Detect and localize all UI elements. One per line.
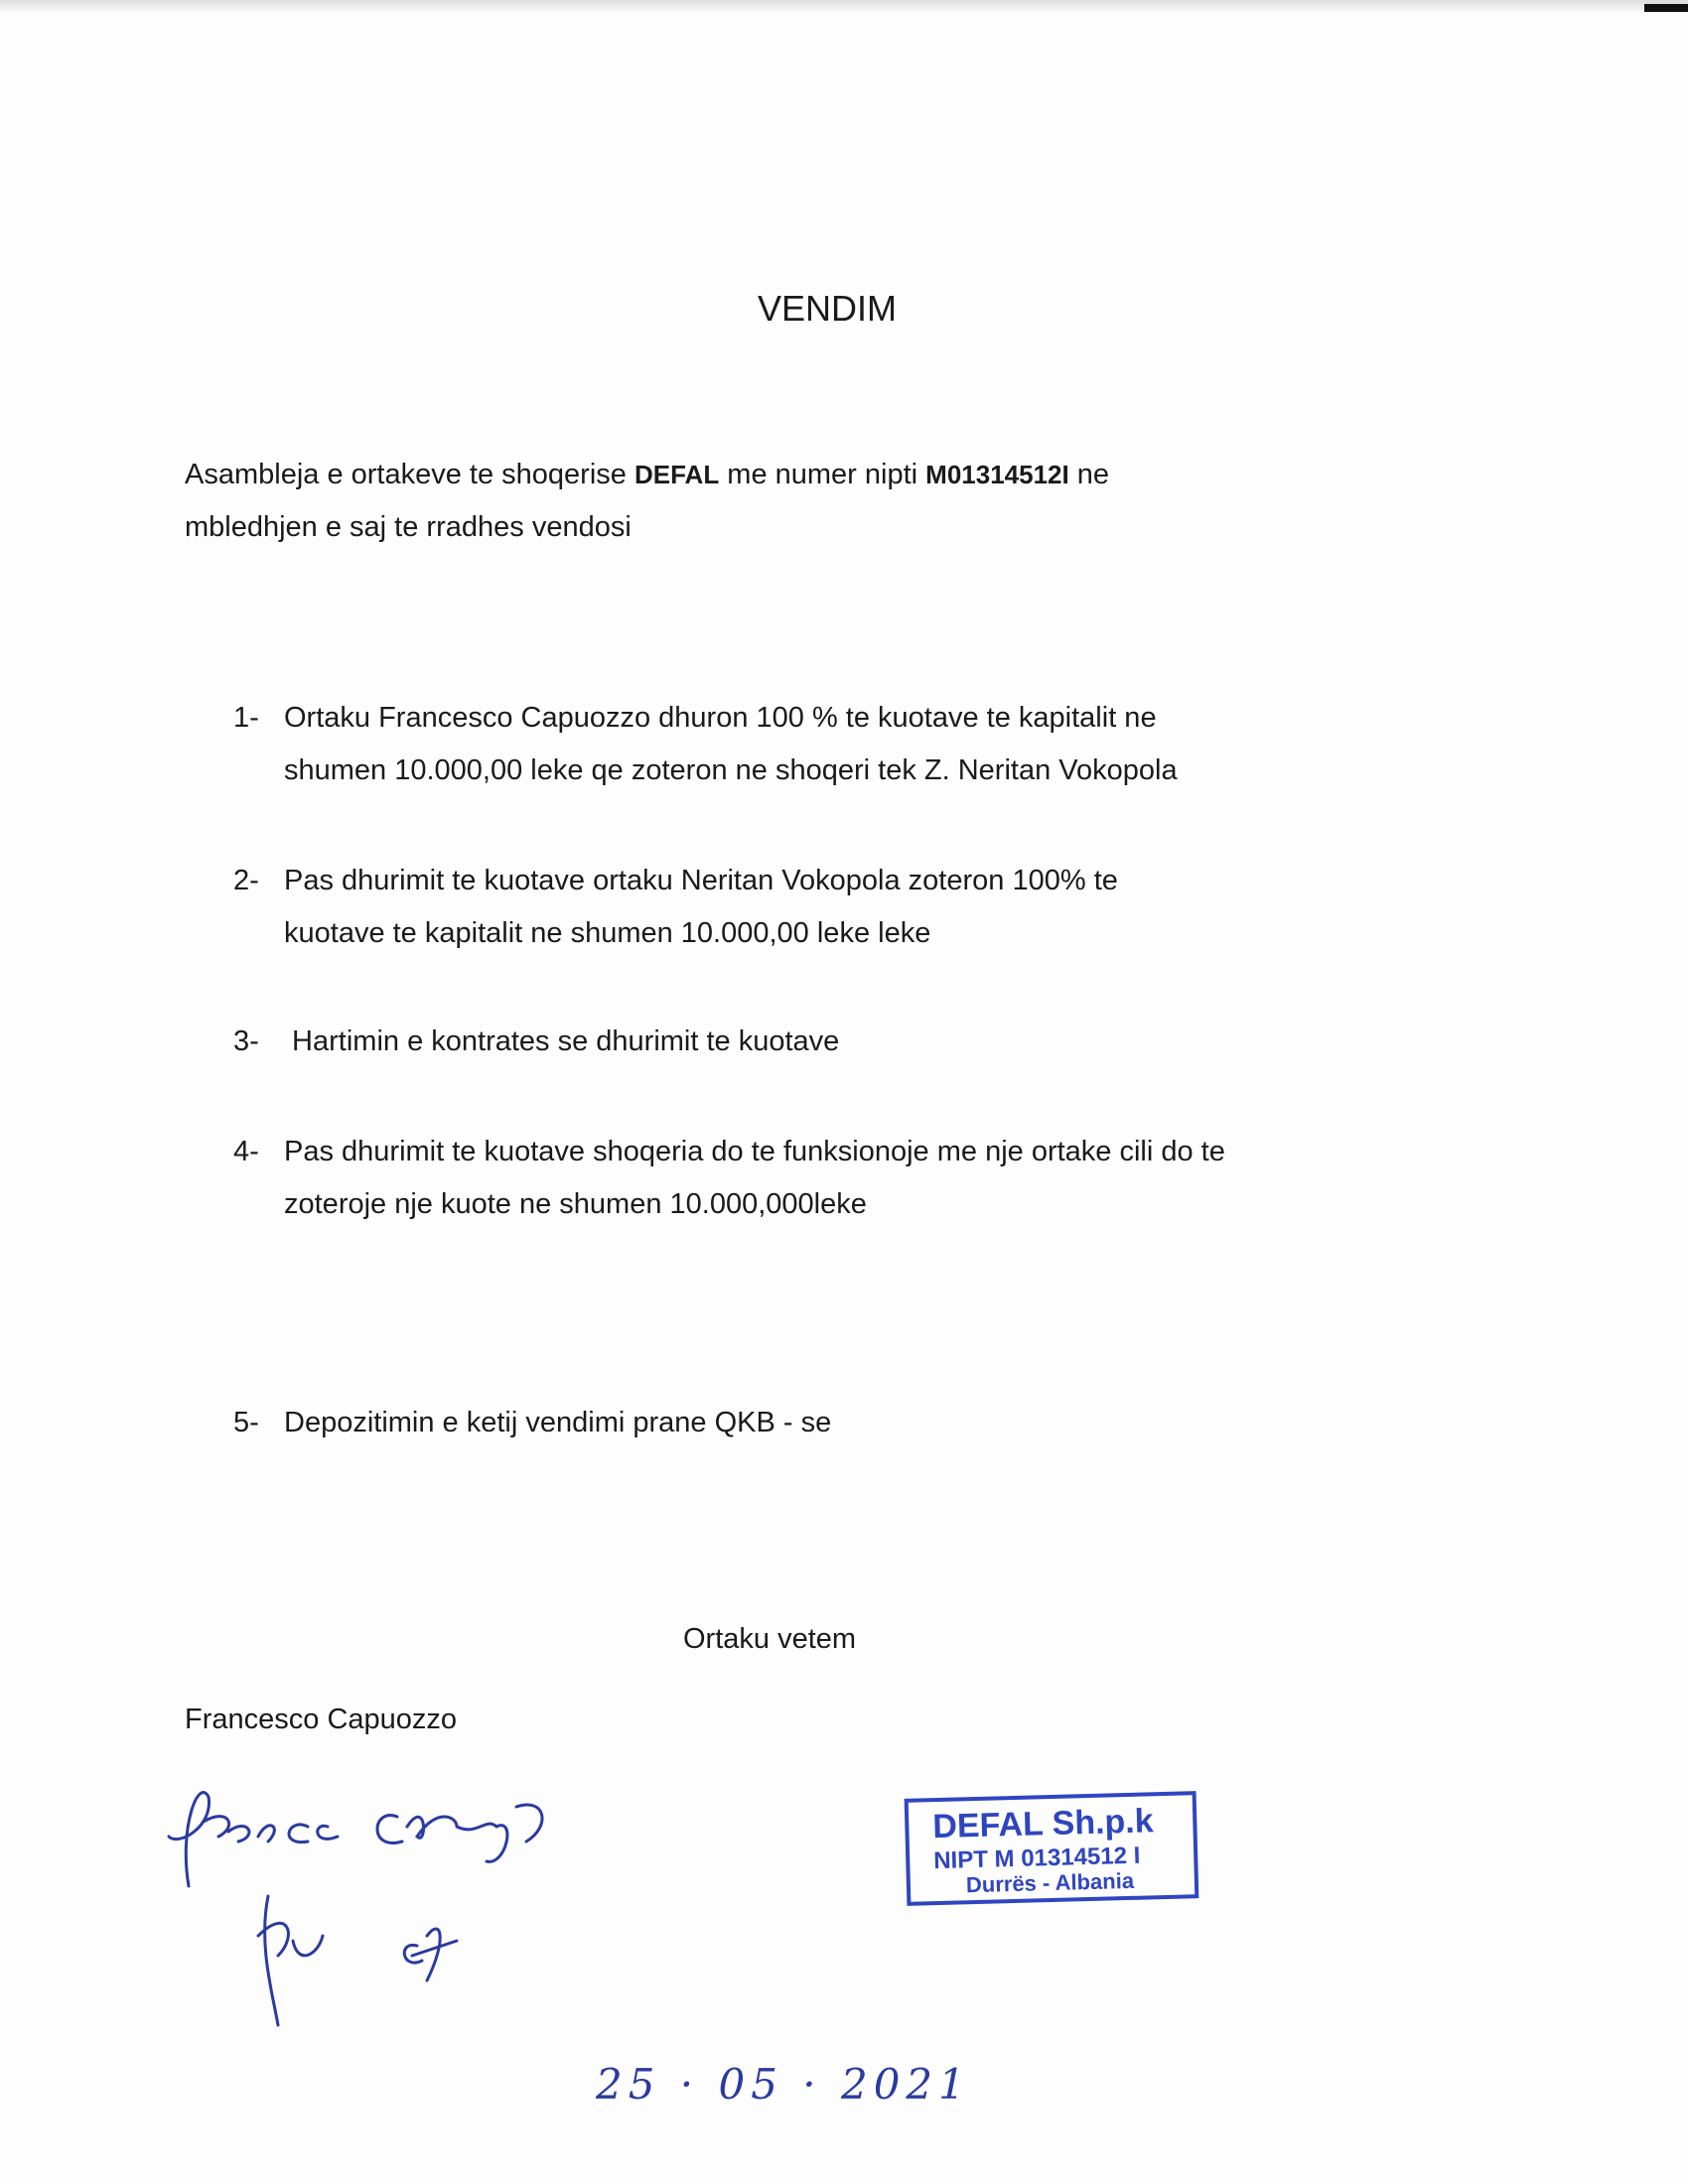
company-stamp [905, 1791, 1199, 1906]
item-number: 3- [233, 1025, 259, 1057]
item-line: Depozitimin e ketij vendimi prane QKB - se [284, 1407, 832, 1438]
item-line: Ortaku Francesco Capuozzo dhuron 100 % te kuotave te kapitalit ne [284, 702, 1157, 734]
intro-text: me numer nipti [727, 459, 918, 490]
handwritten-date: 25 · 05 · 2021 [596, 2060, 971, 2109]
scan-corner-mark [1644, 4, 1688, 12]
item-line: zoteroje nje kuote ne shumen 10.000,000leke [284, 1188, 867, 1220]
nipt-number: M01314512I [925, 460, 1069, 489]
item-line: Pas dhurimit te kuotave shoqeria do te funksionoje me nje ortake cili do te [284, 1136, 1225, 1167]
company-name: DEFAL [633, 460, 720, 489]
signatory-name: Francesco Capuozzo [185, 1704, 458, 1735]
intro-line-1 [185, 459, 1109, 491]
document-title: VENDIM [757, 288, 897, 329]
item-line: kuotave te kapitalit ne shumen 10.000,00 leke leke [284, 917, 931, 949]
item-number: 5- [233, 1407, 259, 1438]
stamp-company: DEFAL Sh.p.k [931, 1802, 1155, 1846]
scan-edge [0, 0, 1688, 14]
intro-text: Asambleja e ortakeve te shoqerise [185, 459, 627, 490]
item-line: Hartimin e kontrates se dhurimit te kuotave [284, 1025, 840, 1057]
stamp-location: Durrës - Albania [965, 1867, 1135, 1898]
intro-text: ne [1076, 459, 1110, 490]
item-line: shumen 10.000,00 leke qe zoteron ne shoqeri tek Z. Neritan Vokopola [284, 754, 1178, 786]
item-number: 2- [233, 865, 259, 896]
stamp-nipt: NIPT M 01314512 I [932, 1842, 1141, 1875]
item-line: Pas dhurimit te kuotave ortaku Neritan Vokopola zoteron 100% te [284, 865, 1118, 896]
intro-line-2: mbledhjen e saj te rradhes vendosi [185, 511, 632, 543]
item-number: 1- [233, 702, 259, 734]
handwritten-signature [159, 1767, 576, 2045]
signature-heading: Ortaku vetem [683, 1623, 857, 1655]
item-number: 4- [233, 1136, 259, 1167]
